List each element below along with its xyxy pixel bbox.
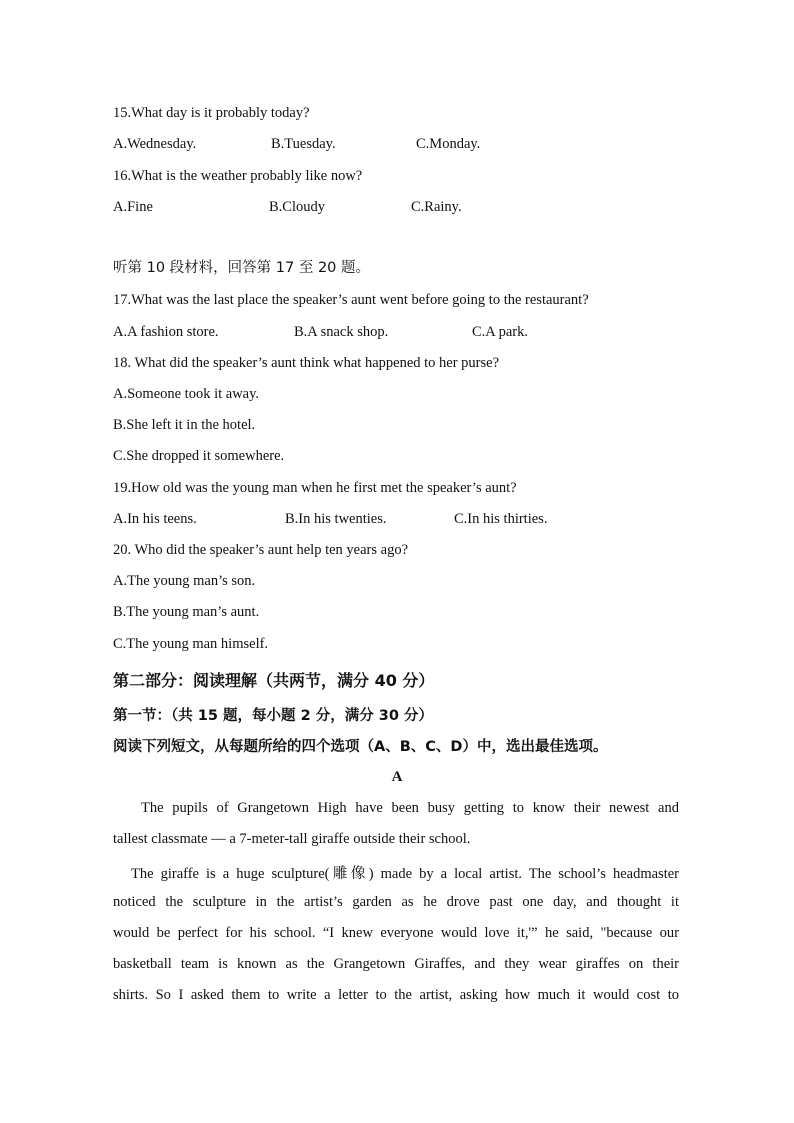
option-16-a: A.Fine <box>113 199 153 215</box>
section-10-instruction: 听第 10 段材料，回答第 17 至 20 题。 <box>113 260 371 276</box>
passage-line: tallest classmate — a 7-meter-tall giraffe outside their school. <box>113 831 471 847</box>
option-17-c: C.A park. <box>472 324 528 340</box>
option-19-c: C.In his thirties. <box>454 511 548 527</box>
option-15-c: C.Monday. <box>416 136 481 152</box>
passage-line: would be perfect for his school. “I knew everyone would love it,'” he said, "because our <box>113 925 679 941</box>
passage-line: shirts. So I asked them to write a letter to the artist, asking how much it would cost to <box>113 987 679 1003</box>
option-15-b: B.Tuesday. <box>271 136 336 152</box>
section-1-title: 第一节：（共 15 题，每小题 2 分，满分 30 分） <box>113 708 433 724</box>
passage-line: The giraffe is a huge sculpture(雕像) made by a local artist. The school’s headmaster <box>131 866 679 882</box>
option-19-a: A.In his teens. <box>113 511 197 527</box>
option-19-b: B.In his twenties. <box>285 511 387 527</box>
passage-line: The pupils of Grangetown High have been busy getting to know their newest and <box>141 800 679 816</box>
reading-instruction: 阅读下列短文，从每题所给的四个选项（A、B、C、D）中，选出最佳选项。 <box>113 739 608 755</box>
question-15: 15.What day is it probably today? <box>113 105 310 121</box>
option-15-a: A.Wednesday. <box>113 136 197 152</box>
question-19: 19.How old was the young man when he first met the speaker’s aunt? <box>113 480 517 496</box>
question-16: 16.What is the weather probably like now? <box>113 168 363 184</box>
option-18-b: B.She left it in the hotel. <box>113 417 256 433</box>
option-17-a: A.A fashion store. <box>113 324 219 340</box>
option-20-a: A.The young man’s son. <box>113 573 256 589</box>
option-17-b: B.A snack shop. <box>294 324 389 340</box>
option-18-a: A.Someone took it away. <box>113 386 260 402</box>
part-2-title: 第二部分：阅读理解（共两节，满分 40 分） <box>113 671 435 690</box>
option-16-c: C.Rainy. <box>411 199 462 215</box>
option-18-c: C.She dropped it somewhere. <box>113 448 285 464</box>
passage-label: A <box>391 769 403 785</box>
option-20-b: B.The young man’s aunt. <box>113 604 260 620</box>
option-20-c: C.The young man himself. <box>113 636 269 652</box>
question-17: 17.What was the last place the speaker’s aunt went before going to the restaurant? <box>113 292 589 308</box>
passage-line: basketball team is known as the Grangetown Giraffes, and they wear giraffes on their <box>113 956 679 972</box>
question-20: 20. Who did the speaker’s aunt help ten years ago? <box>113 542 409 558</box>
option-16-b: B.Cloudy <box>269 199 325 215</box>
passage-line: noticed the sculpture in the artist’s garden as he drove past one day, and thought it <box>113 894 679 910</box>
question-18: 18. What did the speaker’s aunt think what happened to her purse? <box>113 355 500 371</box>
